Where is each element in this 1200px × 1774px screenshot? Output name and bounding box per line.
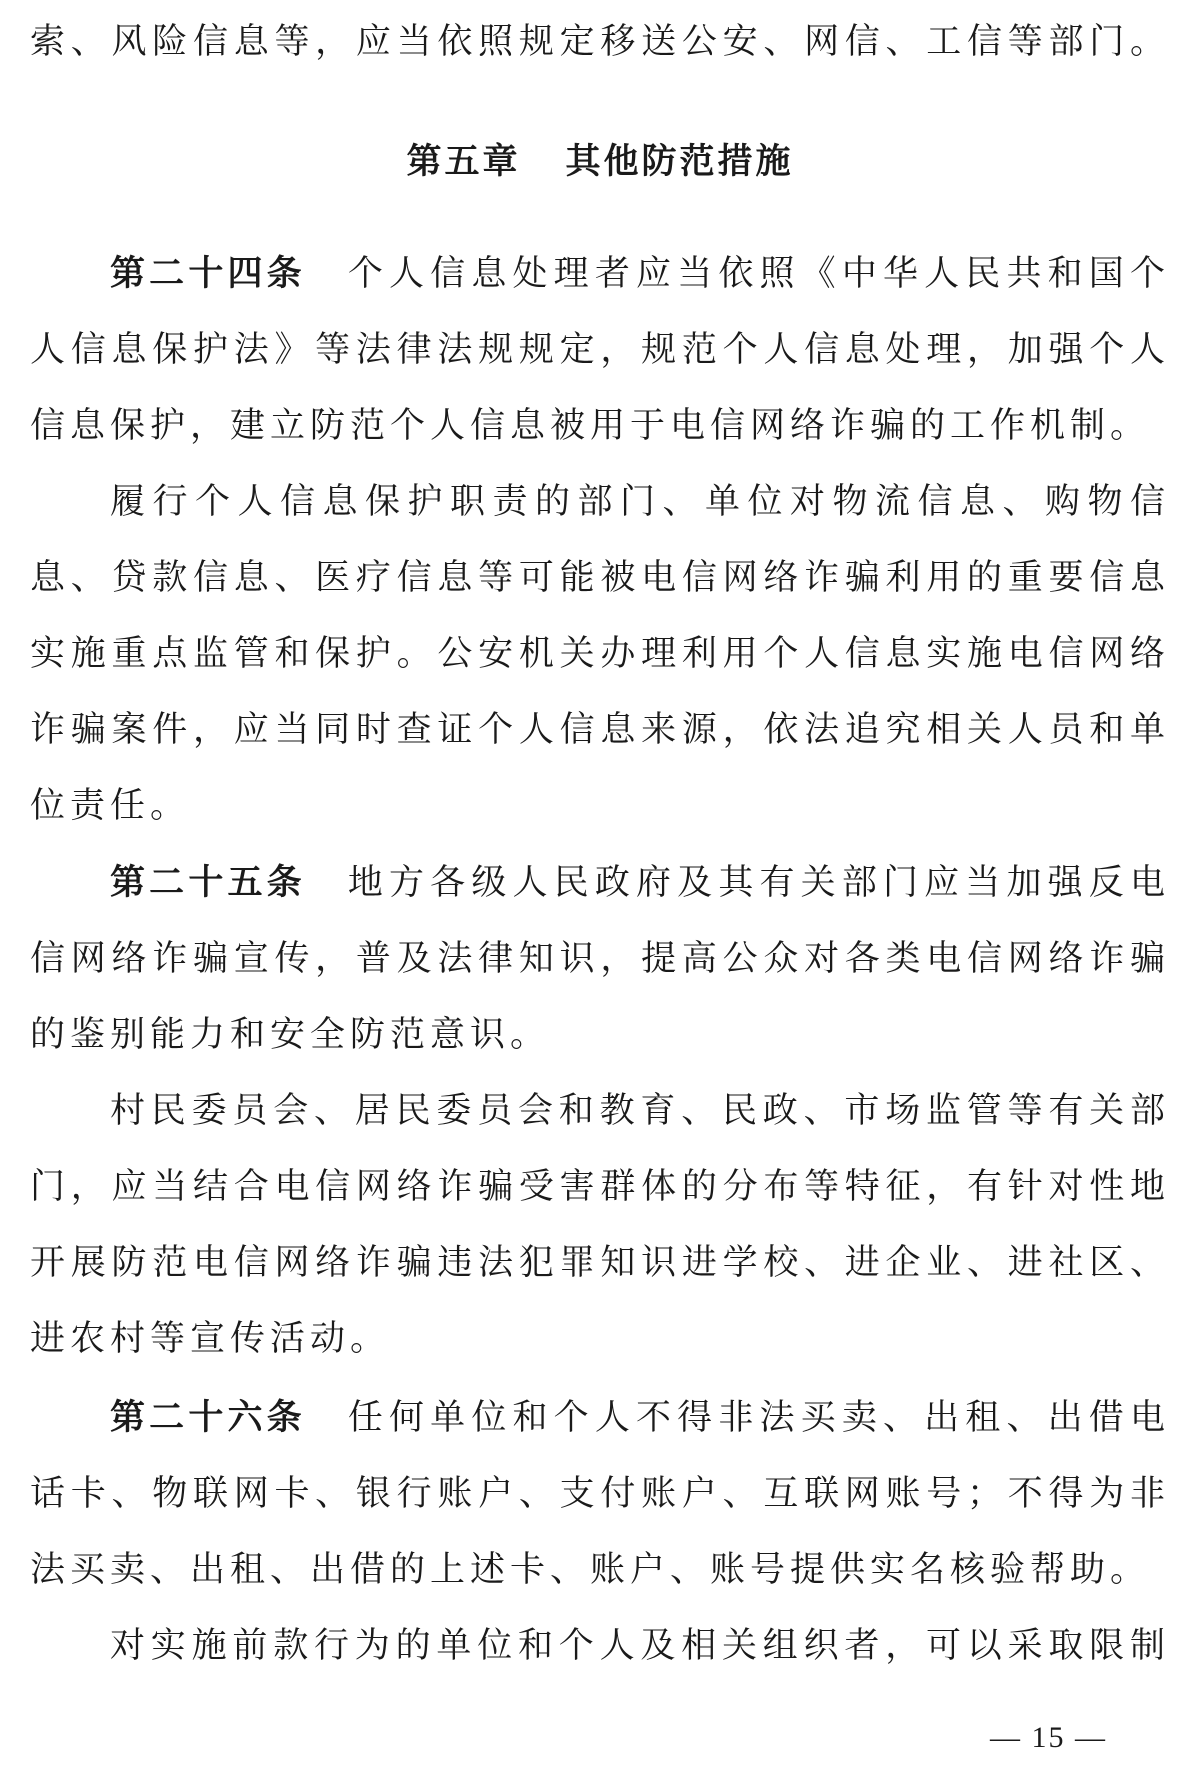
- paragraph-text: 地方各级人民政府及其有关部门应当加强反电: [347, 863, 1170, 903]
- paragraph-line: 村民委员会、居民委员会和教育、民政、市场监管等有关部: [110, 1091, 1170, 1131]
- paragraph-line: 位责任。: [30, 786, 191, 826]
- paragraph-line: 门，应当结合电信网络诈骗受害群体的分布等特征，有针对性地: [30, 1167, 1170, 1207]
- paragraph-line: 开展防范电信网络诈骗违法犯罪知识进学校、进企业、进社区、: [30, 1243, 1170, 1283]
- article-paragraph: [30, 1608, 1170, 1684]
- chapter-title: 其他防范措施: [565, 142, 794, 182]
- page-number: — 15 —: [990, 1721, 1107, 1754]
- article-paragraph: [30, 1380, 1170, 1608]
- article-paragraph: [30, 236, 1170, 464]
- paragraph-text: 任何单位和个人不得非法买卖、出租、出借电: [347, 1398, 1170, 1438]
- paragraph-line: 话卡、物联网卡、银行账户、支付账户、互联网账号；不得为非: [30, 1474, 1170, 1514]
- paragraph-line: 进农村等宣传活动。: [30, 1319, 391, 1359]
- continued-text-line: 索、风险信息等，应当依照规定移送公安、网信、工信等部门。: [30, 22, 1170, 62]
- article-26: [30, 1380, 1170, 1684]
- paragraph-line: 信网络诈骗宣传，普及法律知识，提高公众对各类电信网络诈骗: [30, 939, 1170, 979]
- paragraph-line: [30, 236, 1170, 312]
- paragraph-line: 信息保护，建立防范个人信息被用于电信网络诈骗的工作机制。: [30, 406, 1151, 446]
- article-paragraph: [30, 845, 1170, 1073]
- article-paragraph: [30, 1073, 1170, 1377]
- paragraph-line: 法买卖、出租、出借的上述卡、账户、账号提供实名核验帮助。: [30, 1550, 1151, 1590]
- paragraph-line: 人信息保护法》等法律法规规定，规范个人信息处理，加强个人: [30, 330, 1170, 370]
- paragraph-line: 实施重点监管和保护。公安机关办理利用个人信息实施电信网络: [30, 634, 1170, 674]
- paragraph-line: [30, 845, 1170, 921]
- article-paragraph: [30, 464, 1170, 844]
- paragraph-line: 的鉴别能力和安全防范意识。: [30, 1015, 551, 1055]
- paragraph-text: 个人信息处理者应当依照《中华人民共和国个: [347, 254, 1170, 294]
- article-label: 第二十六条: [110, 1398, 306, 1438]
- article-label: 第二十四条: [110, 254, 306, 294]
- chapter-number: 第五章: [406, 142, 521, 182]
- paragraph-line: 对实施前款行为的单位和个人及相关组织者，可以采取限制: [110, 1626, 1170, 1666]
- chapter-heading: [30, 124, 1170, 200]
- article-label: 第二十五条: [110, 863, 306, 903]
- article-24: [30, 236, 1170, 844]
- paragraph-line: 息、贷款信息、医疗信息等可能被电信网络诈骗利用的重要信息: [30, 558, 1170, 598]
- article-25: [30, 845, 1170, 1377]
- paragraph-line: [30, 1380, 1170, 1456]
- paragraph-line: 履行个人信息保护职责的部门、单位对物流信息、购物信: [110, 482, 1170, 522]
- paragraph-line: 诈骗案件，应当同时查证个人信息来源，依法追究相关人员和单: [30, 710, 1170, 750]
